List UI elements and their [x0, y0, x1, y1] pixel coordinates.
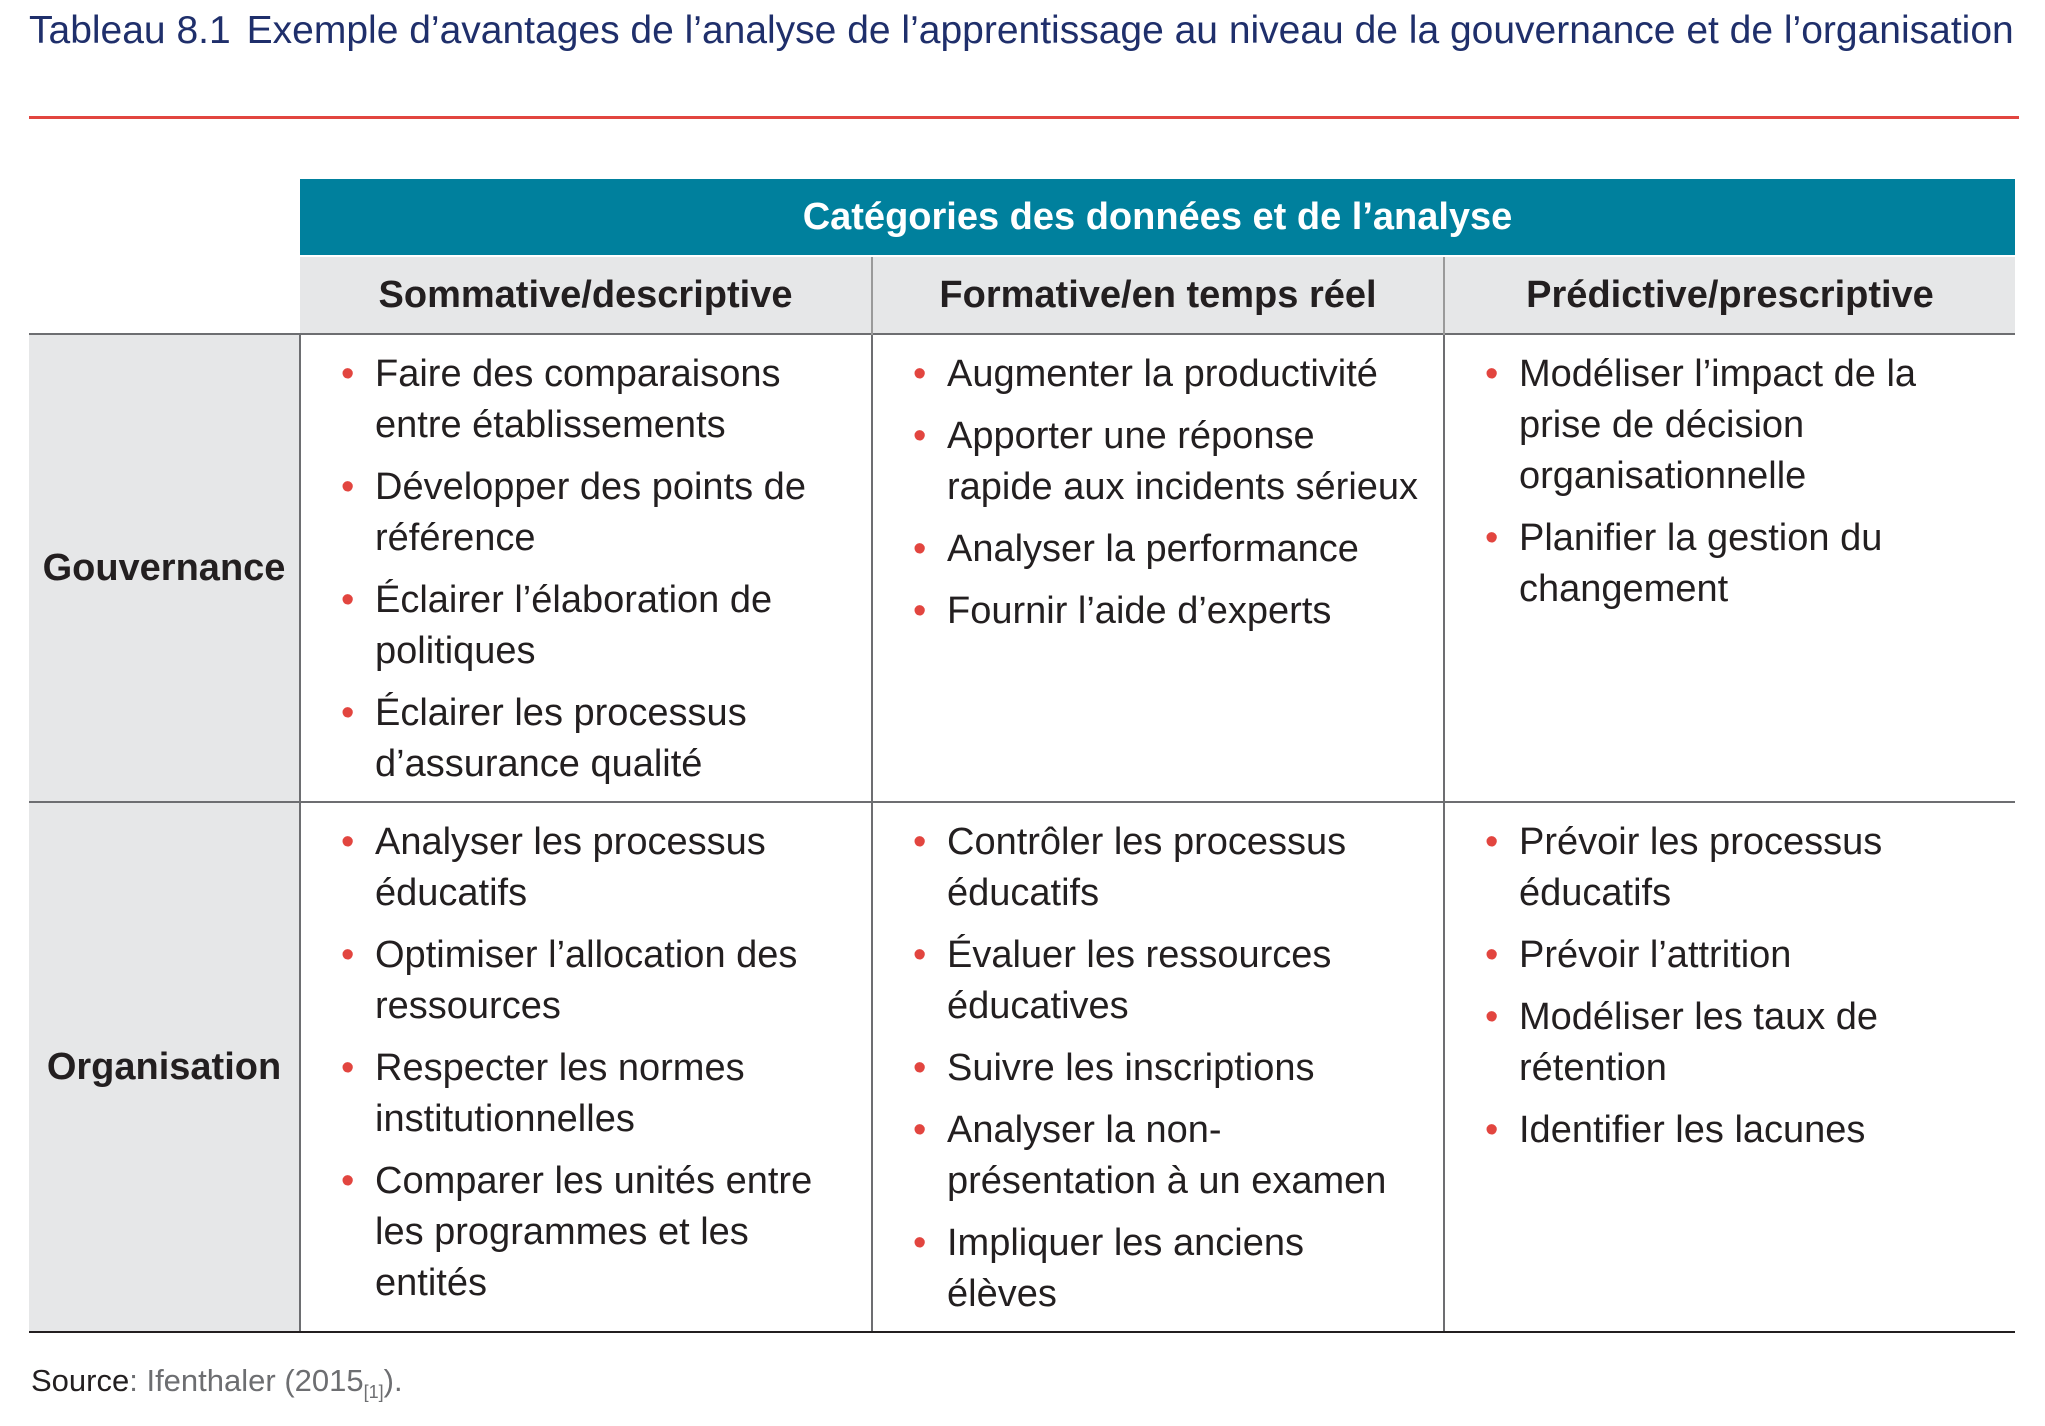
- bullet-dot-icon: •: [913, 353, 927, 395]
- table-title: [29, 8, 2019, 54]
- list-item-text: Identifier les lacunes: [1519, 1109, 1866, 1151]
- column-header-summative: Sommative/descriptive: [300, 256, 872, 334]
- bullet-dot-icon: •: [913, 415, 927, 457]
- bullet-dot-icon: •: [1485, 821, 1499, 863]
- cell-organisation-predictive: [1444, 802, 2015, 1332]
- table-row-governance: [29, 334, 2015, 802]
- benefits-table: [29, 179, 2015, 1333]
- cell-organisation-summative: [300, 802, 872, 1332]
- list-item-text: Analyser la non-présentation à un examen: [947, 1109, 1387, 1202]
- table-row-organisation: [29, 802, 2015, 1332]
- list-item: [913, 817, 1423, 919]
- list-item: [913, 1105, 1423, 1207]
- list-item-text: Suivre les inscriptions: [947, 1047, 1315, 1089]
- list-item-text: Modéliser les taux de rétention: [1519, 996, 1879, 1089]
- corner-blank: [29, 179, 300, 256]
- bullet-dot-icon: •: [913, 1047, 927, 1089]
- source-text: : Ifenthaler (2015: [129, 1363, 364, 1398]
- list-item-text: Éclairer l’élaboration de politiques: [375, 579, 773, 672]
- list-item-text: Développer des points de référence: [375, 466, 806, 559]
- list-item: [341, 688, 851, 790]
- cell-governance-predictive: [1444, 334, 2015, 802]
- bullet-dot-icon: •: [341, 579, 355, 621]
- bullet-dot-icon: •: [341, 821, 355, 863]
- list-item-text: Analyser la performance: [947, 528, 1359, 570]
- cell-organisation-formative: [872, 802, 1444, 1332]
- list-item: [1485, 1105, 1995, 1156]
- source-label: Source: [31, 1363, 130, 1398]
- list-item-text: Optimiser l’allocation des ressources: [375, 934, 798, 1027]
- list-item-text: Prévoir les processus éducatifs: [1519, 821, 1883, 914]
- bullet-dot-icon: •: [1485, 934, 1499, 976]
- source-reference: [1]: [363, 1382, 384, 1403]
- list-item-text: Faire des comparaisons entre établissements: [375, 353, 781, 446]
- column-header-formative: Formative/en temps réel: [872, 256, 1444, 334]
- bullet-list: [873, 335, 1443, 637]
- list-item-text: Évaluer les ressources éducatives: [947, 934, 1332, 1027]
- list-item: [1485, 992, 1995, 1094]
- list-item-text: Comparer les unités entre les programmes et les entités: [375, 1160, 813, 1304]
- row-header-organisation: Organisation: [29, 802, 300, 1332]
- list-item: [341, 1043, 851, 1145]
- list-item: [341, 349, 851, 451]
- list-item-text: Apporter une réponse rapide aux incidents sérieux: [947, 415, 1419, 508]
- bullet-dot-icon: •: [913, 821, 927, 863]
- list-item-text: Fournir l’aide d’experts: [947, 590, 1332, 632]
- bullet-dot-icon: •: [913, 934, 927, 976]
- list-item: [1485, 349, 1995, 502]
- table-title-text: Exemple d’avantages de l’analyse de l’apprentissage au niveau de la gouvernance et de l’organisation: [246, 9, 2014, 52]
- table-number: Tableau 8.1: [29, 9, 231, 52]
- list-item: [913, 349, 1423, 400]
- list-item: [1485, 930, 1995, 981]
- list-item-text: Respecter les normes institutionnelles: [375, 1047, 745, 1140]
- list-item: [913, 1043, 1423, 1094]
- bullet-dot-icon: •: [913, 590, 927, 632]
- row-header-governance: Gouvernance: [29, 334, 300, 802]
- bullet-dot-icon: •: [1485, 996, 1499, 1038]
- list-item: [913, 524, 1423, 575]
- list-item: [341, 930, 851, 1032]
- bullet-dot-icon: •: [341, 466, 355, 508]
- list-item: [913, 930, 1423, 1032]
- list-item-text: Contrôler les processus éducatifs: [947, 821, 1347, 914]
- bullet-dot-icon: •: [341, 934, 355, 976]
- list-item: [913, 411, 1423, 513]
- bullet-dot-icon: •: [341, 353, 355, 395]
- list-item-text: Analyser les processus éducatifs: [375, 821, 766, 914]
- bullet-dot-icon: •: [913, 1109, 927, 1151]
- bullet-dot-icon: •: [913, 1222, 927, 1264]
- list-item: [341, 462, 851, 564]
- bullet-list: [1445, 335, 2015, 615]
- list-item-text: Éclairer les processus d’assurance qualité: [375, 692, 747, 785]
- list-item: [341, 817, 851, 919]
- bullet-list: [1445, 803, 2015, 1156]
- column-header-predictive: Prédictive/prescriptive: [1444, 256, 2015, 334]
- bullet-list: [301, 803, 871, 1309]
- category-header: Catégories des données et de l’analyse: [300, 179, 2015, 256]
- list-item: [913, 586, 1423, 637]
- source-note: [31, 1363, 403, 1403]
- column-header-row: [29, 256, 2015, 334]
- list-item: [1485, 817, 1995, 919]
- bullet-list: [873, 803, 1443, 1320]
- list-item: [341, 575, 851, 677]
- list-item: [913, 1218, 1423, 1320]
- bullet-dot-icon: •: [341, 1160, 355, 1202]
- bullet-dot-icon: •: [1485, 517, 1499, 559]
- bullet-dot-icon: •: [913, 528, 927, 570]
- title-divider: [29, 116, 2019, 119]
- list-item-text: Prévoir l’attrition: [1519, 934, 1792, 976]
- list-item-text: Augmenter la productivité: [947, 353, 1378, 395]
- bullet-list: [301, 335, 871, 790]
- cell-governance-summative: [300, 334, 872, 802]
- source-end: ).: [383, 1363, 403, 1398]
- list-item: [1485, 513, 1995, 615]
- bullet-dot-icon: •: [1485, 353, 1499, 395]
- bullet-dot-icon: •: [341, 692, 355, 734]
- bullet-dot-icon: •: [341, 1047, 355, 1089]
- list-item-text: Impliquer les anciens élèves: [947, 1222, 1304, 1315]
- list-item-text: Modéliser l’impact de la prise de décision organisationnelle: [1519, 353, 1917, 497]
- category-header-row: [29, 179, 2015, 256]
- list-item-text: Planifier la gestion du changement: [1519, 517, 1883, 610]
- cell-governance-formative: [872, 334, 1444, 802]
- list-item: [341, 1156, 851, 1309]
- bullet-dot-icon: •: [1485, 1109, 1499, 1151]
- corner-blank: [29, 256, 300, 334]
